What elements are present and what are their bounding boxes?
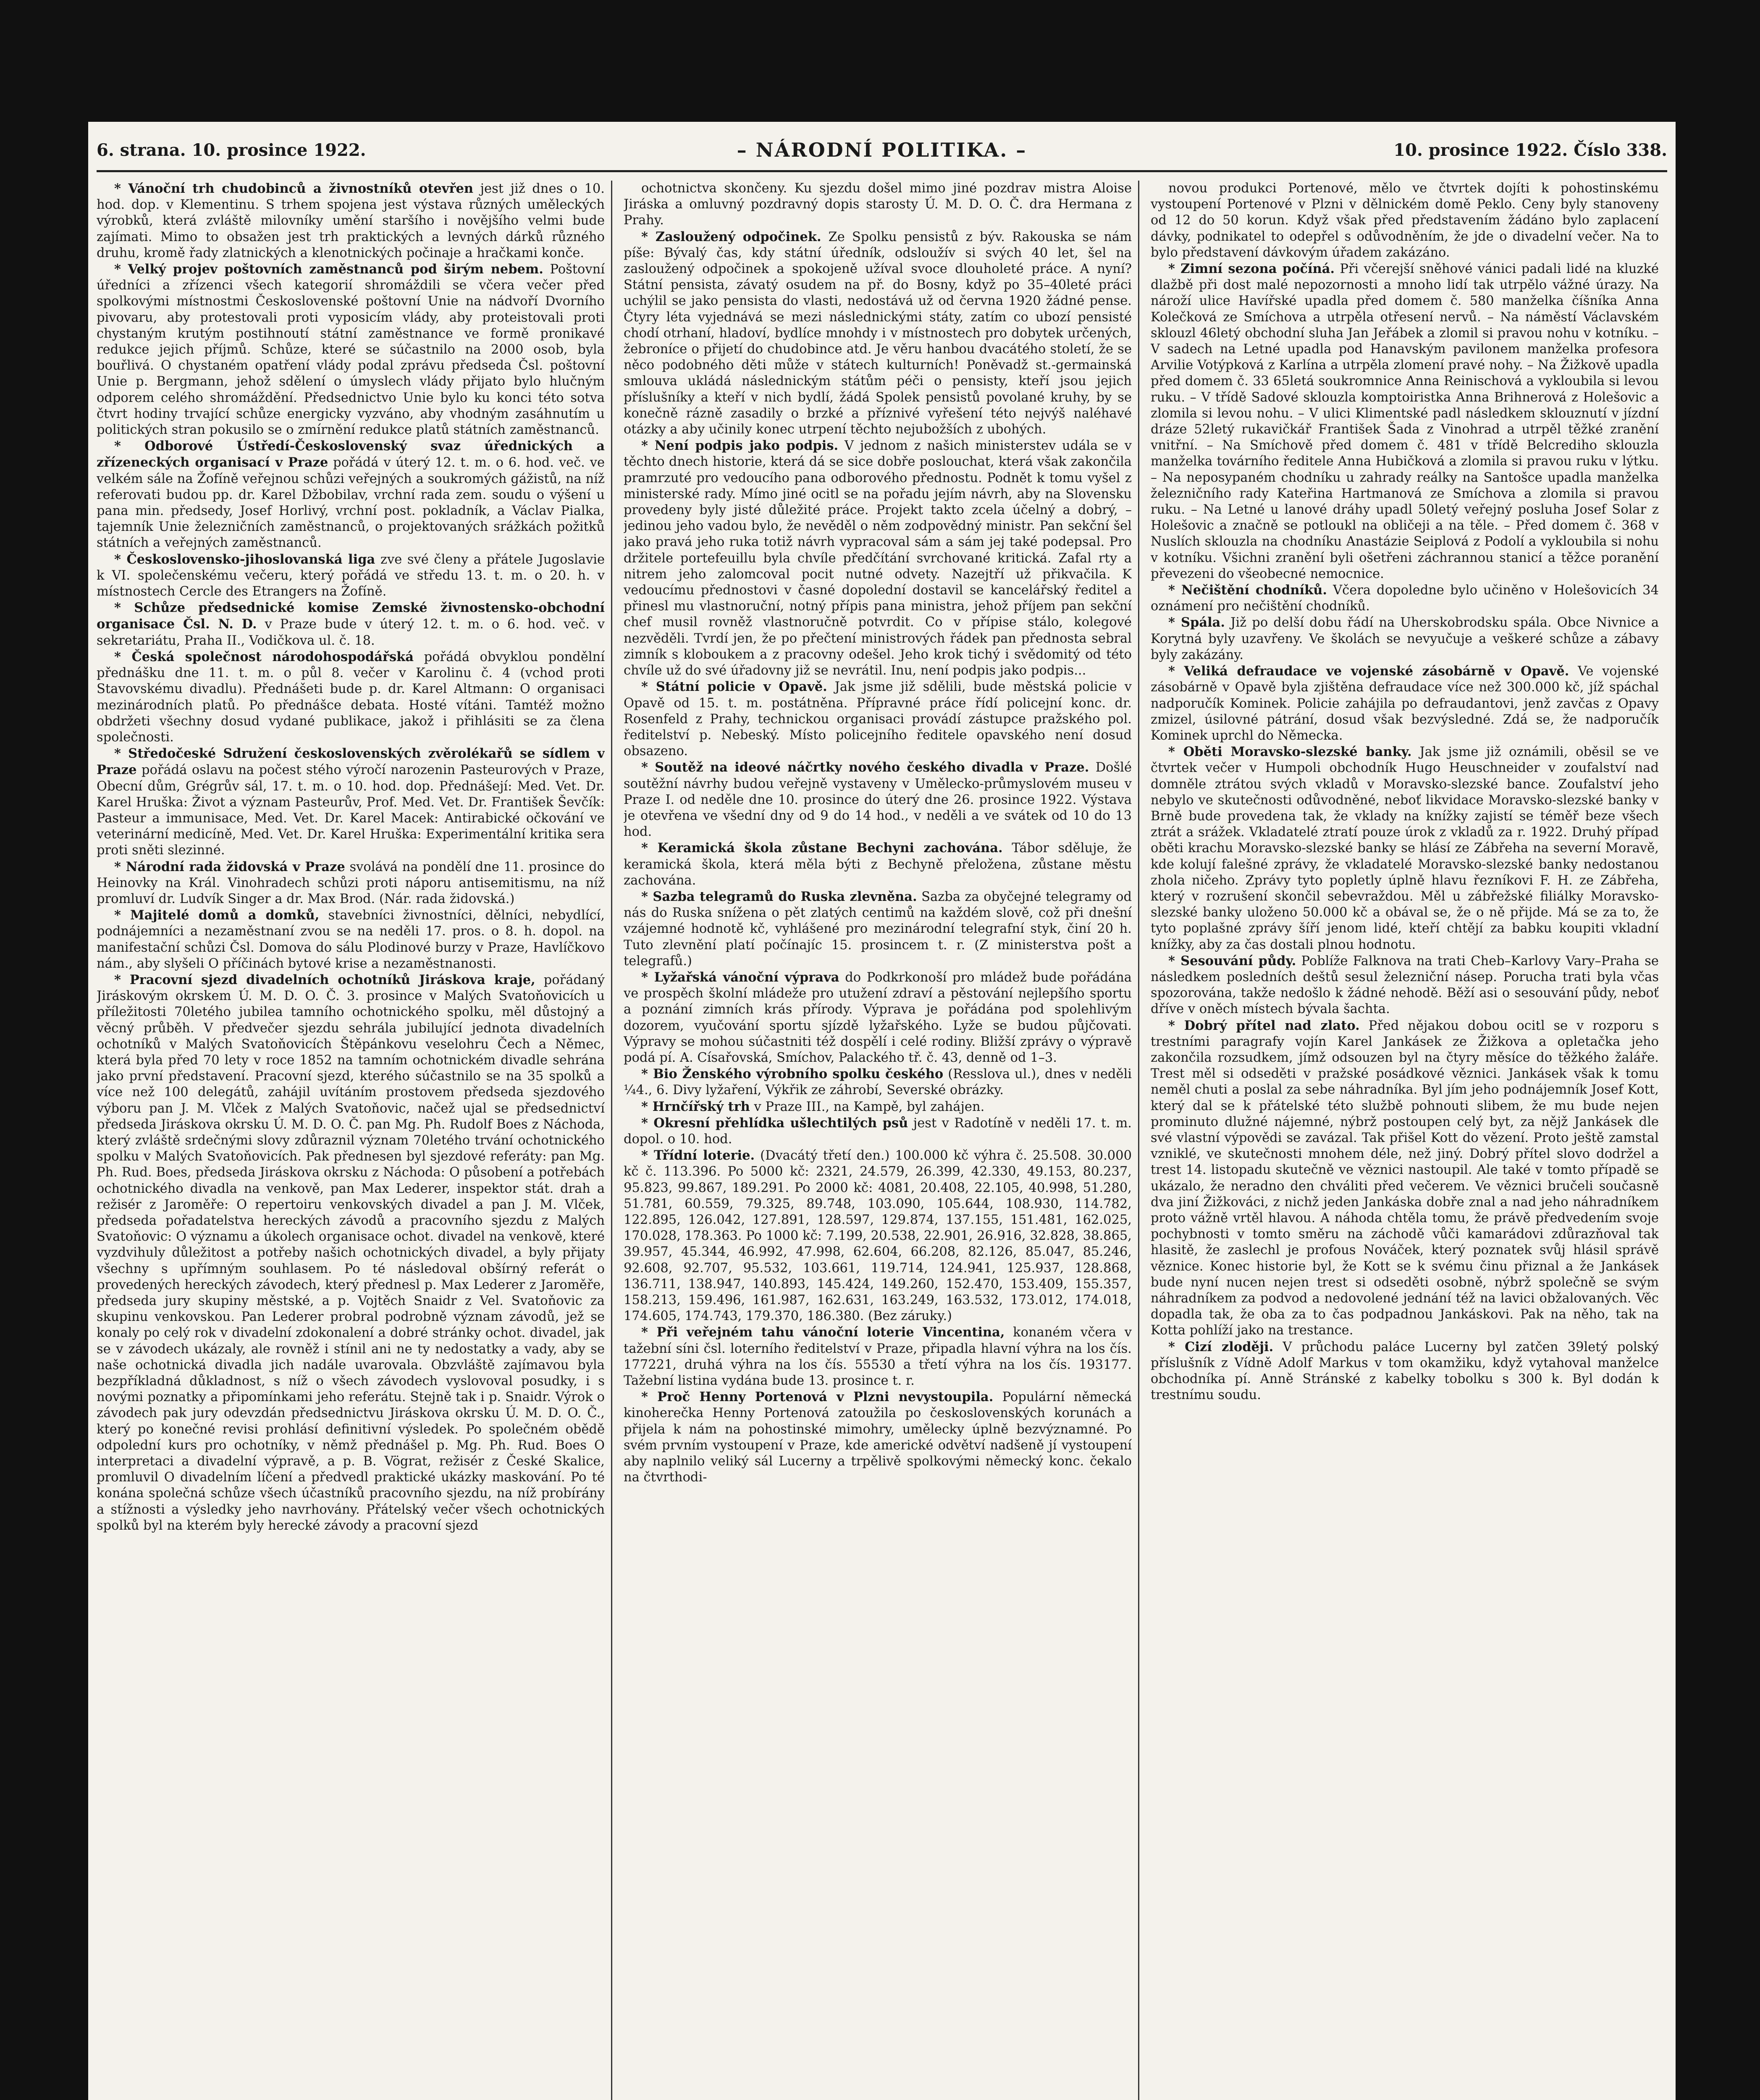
article-paragraph	[1151, 181, 1659, 261]
article-headline: * Majitelé domů a domků,	[114, 908, 320, 923]
article-headline: * Proč Henny Portenová v Plzni nevystoupila.	[641, 1389, 994, 1405]
column-3	[1151, 181, 1659, 2100]
article-headline: * Československo-jihoslovanská liga	[114, 551, 375, 567]
article-text: zve své členy a přátele Jugoslavie k VI. společenskému večeru, který pořádá ve středu 13. t. m. o 20. h. v místnostech Cercle des Etrangers na Žofíně.	[97, 552, 605, 599]
article-text: Poštovní úředníci a zřízenci všech kategorií shromáždili se včera večer před spolkovými místnostmi Československé poštovní Unie na nádvoří Dvorního pivovaru, aby protestovali proti vyposicím vlády, aby proteistovali proti chystaným krutým postihnoutí státní zaměstnance ve formě pronikavé redukce jejich příjmů. Schůze, které se súčastnilo na 2000 osob, byla bouřlivá. O chystaném opatření vlády podal zprávu předseda Čsl. poštovní Unie p. Bergmann, jehož sdělení o úmyslech vlády přijato bylo hlučným odporem celého shromáždění. Předsednictvo Unie bylo ku konci této sotva čtvrt hodiny trvající schůze energicky vyzváno, aby vhodným zasáhnutím u politických stran pokusilo se o zmírnění redukce platů státních zaměstnanců.	[97, 262, 605, 438]
article-headline: * Sazba telegramů do Ruska zlevněna.	[641, 889, 917, 904]
article-paragraph	[624, 889, 1132, 969]
article-text: V průchodu paláce Lucerny byl zatčen 39letý polský příslušník z Vídně Adolf Markus v tom okamžiku, když vytahoval manželce obchodníka pí. Anně Stránské z kabelky tobolku s 300 k. Byl dodán k trestnímu soudu.	[1151, 1339, 1659, 1403]
article-headline: * Pracovní sjezd divadelních ochotníků Jiráskova kraje,	[114, 972, 535, 987]
article-headline: * Spála.	[1168, 615, 1225, 630]
article-text: Došlé soutěžní návrhy budou veřejně vystaveny v Umělecko-průmyslovém museu v Praze I. od neděle dne 10. prosince do úterý dne 26. prosince 1922. Výstava je otevřena ve všední dny od 9 do 14 hod., v neděli a ve svátek od 10 do 13 hod.	[624, 760, 1132, 840]
article-text: (Dvacátý třetí den.) 100.000 kč výhra č. 25.508. 30.000 kč č. 113.396. Po 5000 kč: 2321, 24.579, 26.399, 42.330, 49.153, 80.237, 95.823, 99.867, 189.291. Po 2000 kč: 4081, 20.408, 22.105, 40.998, 51.280, 51.781, 60.559, 79.325, 89.748, 103.090, 105.644, 108.930, 114.782, 122.895, 126.042, 127.891, 128.597, 129.874, 137.155, 151.481, 162.025, 170.028, 178.363. Po 1000 kč: 7.199, 20.538, 22.901, 26.916, 32.828, 38.865, 39.957, 45.344, 46.992, 47.998, 62.604, 66.208, 82.126, 85.047, 85.246, 92.608, 92.707, 95.532, 103.661, 119.714, 124.941, 125.937, 128.868, 136.711, 138.947, 140.893, 145.424, 149.260, 152.470, 153.409, 155.357, 158.213, 159.496, 161.987, 162.631, 163.249, 163.532, 173.012, 174.018, 174.605, 174.743, 179.370, 186.380. (Bez záruky.)	[624, 1148, 1132, 1324]
article-text: novou produkci Portenové, mělo ve čtvrtek dojíti k pohostinskému vystoupení Portenové v Plzni v dělnickém domě Peklo. Ceny byly stanoveny od 12 do 50 korun. Když však před představením žádáno bylo zaplacení dávky, podnikatel to odepřel s odůvodněním, že jde o divadelní večer. Na to bylo představení dávkovým úřadem zakázáno.	[1151, 181, 1659, 260]
article-text: Ze Spolku pensistů z býv. Rakouska se nám píše: Bývalý čas, kdy státní úředník, odsloužív si svých 40 let, šel na zasloužený odpočinek a spokojeně užíval svoce dlouholeté práce. A nyní? Státní pensista, závatý osudem na př. do Bosny, když po 35–40leté práci uchýlil se jako pensista do vlasti, nedostává už od června 1920 žádné pense. Čtyry léta vyjednává se mezi následnickými státy, zatím co ubozí pensisté chodí otrhaní, hladoví, bydlíce mnohdy i v místnostech pro dobytek určených, žebroníce o přijetí do chudobince atd. Je věru hanbou dvacátého století, že se něco podobného děti může v státech kulturních! Poněvadž st.-germainská smlouva ukládá následnickým státům péči o pensisty, kteří jsou jejich příslušníky a kteří v nich bydlí, žádá Spolek pensistů povolané kruhy, by se konečně rázně zasadily o brzké a příznivé vyřešení této nejvýš naléhavé otázky a aby učinily konec utrpení těchto nejubožších z ubohých.	[624, 229, 1132, 437]
article-text: pořádá obvyklou pondělní přednášku dne 11. t. m. o půl 8. večer v Karolinu č. 4 (vchod proti Stavovskému divadlu). Přednášeti bude p. dr. Karel Altmann: O organisaci mezinárodních platů. Po přednášce debata. Hosté vítáni. Tamtéž možno obdržeti všechny dosud vydané publikace, jakož i přihlásiti se za člena společnosti.	[97, 649, 605, 745]
article-paragraph	[97, 746, 605, 858]
article-headline: * Vánoční trh chudobinců a živnostníků otevřen	[114, 181, 474, 196]
article-paragraph	[1151, 1339, 1659, 1404]
article-text: Populární německá kinoherečka Henny Portenová zatoužila po československých korunách a přijela k nám na pohostinské mimohry, umělecky úplně bezvýznamné. Po svém prvním vystoupení v Praze, kde americké odvětví nadšeně jí vystoupení aby naplnilo veliký sál Lucerny a trpělivě spolkovými německý konc. čekalo na čtvrthodi-	[624, 1390, 1132, 1485]
article-text: do Podkrkonoší pro mládež bude pořádána ve prospěch školní mládeže pro utužení zdraví a pěstování nejlepšího sportu a poznání zimních krás přírody. Výprava je pořádána pod spolehlivým dozorem, vyučování sportu sjízdě lyžařského. Lyže se budou půjčovati. Výpravy se mohou súčastniti též dospělí i celé rodiny. Bližší zprávy o výpravě podá pí. A. Císařovská, Smíchov, Palackého tř. č. 43, denně od 1–3.	[624, 970, 1132, 1065]
article-text: Poblíže Falknova na trati Cheb–Karlovy Vary–Praha se následkem posledních deštů sesul železniční násep. Porucha trati byla včas spozorována, takže nedošlo k žádné nehodě. Běží asi o sesouvání půdy, neboť dříve v oněch místech bývala šachta.	[1151, 953, 1659, 1017]
article-paragraph	[624, 1147, 1132, 1324]
article-text: pořádaný Jiráskovým okrskem Ú. M. D. O. Č. 3. prosince v Malých Svatoňovicích u příležitosti 70letého jubilea tamního ochotnického spolku, měl důstojný a věcný průběh. V předvečer sjezdu sehrála jubilující jednota divadelních ochotníků v Malých Svatoňovicích Štěpánkovu veselohru Čech a Němec, která byla před 70 lety v roce 1852 na tamním ochotnickém divadle sehrána jako první představení. Pracovní sjezd, kterého súčastnilo se na 35 spolků a více než 100 delegátů, zahájil uvítáním prostovem předseda sjezdového výboru pan J. M. Vlček z Malých Svatoňovic, načež ujal se předsednictví předseda Jiráskova okrsku Ú. M. D. O. Č. pan Mg. Ph. Rudolf Boes z Náchoda, který zvláště srdečnými slovy zdůraznil význam 70letého trvání ochotnického spolku v Malých Svatoňovicích. Pak přednesen byl sjezdové referáty: pan Mg. Ph. Rud. Boes, předseda Jiráskova okrsku z Náchoda: O působení a potřebách ochotnického divadla na venkově, pan Max Lederer, inspektor stát. drah a režisér z Jaroměře: O repertoiru venkovských divadel a pan J. M. Vlček, předseda pořadatelstva hereckých závodů a pracovního sjezdu z Malých Svatoňovic: O významu a úkolech organisace ochot. divadel na venkově, které vyzdvihuly důležitost a potřeby našich ochotnických divadel, a byly přijaty všechny s upřímným souhlasem. Po té následoval obšírný referát o provedených hereckých závodech, který přednesl p. Max Lederer z Jaroměře, předseda jury skupiny městské, a p. Vojtěch Snaidr z Vel. Svatoňovic za skupinu venkovskou. Pan Lederer probral podrobně význam závodů, jež se konaly po celý rok v divadelní zdokonalení a dobré stránky ochot. divadel, jak se v závodech ukázaly, ale rovněž i stínil ani ne ty nedostatky a vady, aby se naše ochotnická divadla jich nadále uvarovala. Obzvláště zajímavou byla bezpříkladná důkladnost, s níž o všech závodech vyslovoval posudky, i s novými poznatky a připomínkami jeho referátu. Stejně tak i p. Snaidr. Výrok o závodech pak jury odevzdán předsednictvu Jiráskova okrsku Ú. M. D. O. Č., který po konečné revisi prohlásí definitivní výsledek. Po společném obědě odpolední kurs pro ochotníky, v němž přednášel p. Mg. Ph. Rud. Boes O interpretaci a divadelní výpravě, a p. B. Vögrat, režisér z České Skalice, promluvil O divadelním líčení a předvedl praktické ukázky maskování. Po té konána společná schůze všech účastníků pracovního sjezdu, na níž probírány a stížnosti a výsledky jeho navrhovány. Přátelský večer všech ochotnických spolků byl na kterém byly herecké závody a pracovní sjezd	[97, 972, 605, 1533]
article-headline: * Třídní loterie.	[641, 1148, 755, 1163]
article-text: pořádá oslavu na počest stého výročí narozenin Pasteurových v Praze, Obecní dům, Grégrův sál, 17. t. m. o 10. hod. dop. Přednášejí: Med. Vet. Dr. Karel Hruška: Život a význam Pasteurův, Prof. Med. Vet. Dr. František Ševčík: Pasteur a immunisace, Med. Vet. Dr. Karel Macek: Antirabické očkování ve veterinární medicíně, Med. Vet. Dr. Karel Hruška: Experimentální kritika sera proti sněti slezinné.	[97, 763, 605, 858]
article-text: Tábor sděluje, že keramická škola, která měla býti z Bechyně přeložena, zůstane městu zachována.	[624, 841, 1132, 888]
article-headline: * Dobrý přítel nad zlato.	[1168, 1018, 1360, 1033]
article-paragraph	[624, 1099, 1132, 1115]
article-paragraph	[624, 759, 1132, 840]
column-divider	[611, 181, 612, 2100]
article-text: (Resslova ul.), dnes v neděli ¼4., 6. Divy lyžaření, Výkřik ze záhrobí, Severské obrázky.	[624, 1067, 1132, 1098]
article-headline: * Zasloužený odpočinek.	[641, 229, 821, 244]
article-text: Sazba za obyčejné telegramy od nás do Ruska snížena o pět zlatých centimů na každém slově, což při dnešní vzájemné hodnotě kč, vyhlášené pro mezinárodní telegrafní styk, činí 20 h. Tuto zlevnění platí počínajíc 15. prosincem t. r. (Z ministerstva pošt a telegrafů.)	[624, 889, 1132, 969]
article-headline: * Česká společnost národohospodářská	[114, 649, 414, 664]
article-headline: * Keramická škola zůstane Bechyni zachována.	[641, 840, 1003, 856]
article-headline: * Není podpis jako podpis.	[641, 438, 839, 454]
article-headline: * Lyžařská vánoční výprava	[641, 969, 839, 985]
article-paragraph	[97, 907, 605, 972]
column-2	[624, 181, 1132, 2100]
article-text: v Praze bude v úterý 12. t. m. o 6. hod. več. v sekretariátu, Praha II., Vodičkova ul. č. 18.	[97, 617, 605, 648]
article-text: Již po delší dobu řádí na Uherskobrodsku spála. Obce Nivnice a Korytná byly uzavřeny. Ve školách se nevyučuje a veškeré schůze a zábavy byly zakázány.	[1151, 615, 1659, 662]
article-paragraph	[97, 438, 605, 551]
article-headline: * Velký projev poštovních zaměstnanců pod širým nebem.	[114, 262, 543, 277]
article-paragraph	[97, 261, 605, 438]
article-paragraph	[97, 181, 605, 261]
article-headline: * Oběti Moravsko-slezské banky.	[1168, 744, 1412, 760]
article-headline: * Středočeské Sdružení československých zvěrolékařů se sídlem v Praze	[97, 746, 605, 778]
article-text: ochotnictva skončeny. Ku sjezdu došel mimo jiné pozdrav mistra Aloise Jiráska a omluvný pozdravný dopis starosty Ú. M. D. O. Č. dra Hermana z Prahy.	[624, 181, 1132, 228]
article-text: pořádá v úterý 12. t. m. o 6. hod. več. ve velkém sále na Žofíně veřejnou schůzi veřejných a soukromých gážistů, na níž referovati budou pp. dr. Karel Džbobilav, vrchní rada zem. soudu o výšení u pana min. předsedy, Josef Horlivý, vrchní post. pokladník, a Václav Pialka, tajemník Unie železničních zaměstnanců, o projektovaných srážkách požitků státních a veřejných zaměstnanců.	[97, 455, 605, 551]
article-text: Před nějakou dobou ocitl se v rozporu s trestními paragrafy vojín Karel Jankásek ze Žižkova a opletačka jeho zakončila rozsudkem, jímž odsouzen byl na čtyry měsíce do těžkého žaláře. Trest měl si odseděti v pražské posádkové věznici. Jankásek však k tomu neměl chuti a poslal za sebe náhradníka. Byl jím jeho podnájemník Josef Kott, který dal se k přátelské této službě pohnouti slibem, že mu bude nejen prominuto dlužné nájemné, nýbrž postoupen celý byt, za nějž Jankásek dle své vlastní výpovědi se zavázal. Tak přišel Kott do vězení. Proto ještě zamstal vzniklé, ve skutečnosti mnohem déle, než jiný. Dobrý přítel slovo dodržel a trest 14. listopadu skutečně ve věznici nastoupil. Ale také v tomto případě se ukázalo, že neradno den chváliti před večerem. Ve věznici bručeli současně dva jiní Žižkováci, z nichž jeden Jankáska dobře znal a nad jeho náhradníkem proto vážně vrtěl hlavou. A náhoda chtěla tomu, že právě předvedením svoje pochybnosti v tomto směru na záchodě vůči kamarádovi zdůrazňoval tak hlasitě, že zaslechl je profous Nováček, který poznatek svůj hlásil správě věznice. Konec historie byl, že Kott se k svému činu přiznal a že Jankásek bude nyní nucen nejen trest si odseděti osobně, nýbrž společně se svým náhradníkem za podvod a nedovolené jednání též na lavici obžalovaných. Věc dopadla tak, že oba za to čas podpadnou Jankáskovi. Pak na něho, tak na Kotta pohlíží jako na trestance.	[1151, 1018, 1659, 1338]
article-paragraph	[624, 438, 1132, 679]
article-paragraph	[624, 969, 1132, 1066]
article-paragraph	[1151, 582, 1659, 614]
article-text: v Praze III., na Kampě, byl zahájen.	[750, 1099, 985, 1114]
column-1	[97, 181, 605, 2100]
article-text: konaném včera v tažební síni čsl. loterního ředitelství v Praze, připadla hlavní výhra na los čís. 177221, druhá výhra na los čís. 55530 a třetí výhra na los čís. 193177. Tažební listina vydána bude 13. prosince t. r.	[624, 1325, 1132, 1389]
article-paragraph	[97, 551, 605, 600]
article-headline: * Veliká defraudace ve vojenské zásobárně v Opavě.	[1168, 664, 1569, 679]
article-paragraph	[97, 972, 605, 1534]
article-headline: * Sesouvání půdy.	[1168, 953, 1296, 969]
newspaper-title: – NÁRODNÍ POLITIKA. –	[737, 139, 1027, 161]
column-divider	[1138, 181, 1139, 2100]
newspaper-page	[88, 122, 1676, 2100]
article-paragraph	[624, 840, 1132, 889]
article-text: jest v Radotíně v neděli 17. t. m. dopol. o 10. hod.	[624, 1116, 1132, 1147]
article-text: stavebníci živnostníci, dělníci, nebydlící, podnájemníci a nezaměstnaní zvou se na neděli 17. pros. o 8. h. dopol. na manifestační schůzi Čsl. Domova do sálu Plodinové burzy v Praze, Havlíčkovo nám., aby slyšeli O příčinách bytové krise a nezaměstnanosti.	[97, 908, 605, 971]
article-headline: * Schůze předsednické komise Zemské živnostensko-obchodní organisace Čsl. N. D.	[97, 600, 605, 632]
article-text: Ve vojenské zásobárně v Opavě byla zjištěna defraudace více než 300.000 kč, jíž spáchal nadporučík Kominek. Policie zahájila po defraudantovi, jenž zavčas z Opavy zmizel, úsilovné pátrání, dosud však bezvýsledné. Zdá se, že nadporučík Kominek uprchl do Německa.	[1151, 664, 1659, 743]
article-headline: * Zimní sezona počíná.	[1168, 261, 1335, 277]
article-paragraph	[1151, 614, 1659, 663]
article-text: Při včerejší sněhové vánici padali lidé na kluzké dlažbě při dost malé nepozornosti a mnoho lidí tak utrpělo vážné úrazy. Na nároží ulice Havířské upadla před domem č. 580 manželka číšníka Anna Kolečková ze Smíchova a utrpěla otřesení nervů. – Na náměstí Václavském sklouzl 46letý obchodní sluha Jan Jeřábek a zlomil si pravou nohu v kotníku. – V sadech na Letné upadla pod Hanavským pavilonem manželka profesora Arvilie Votýpková z Karlína a utrpěla zlomení pravé nohy. – Na Žižkově upadla před domem č. 33 65letá soukromnice Anna Reinischová a vykloubila si levou ruku. – V třídě Sadové sklouzla komptoiristka Anna Brihnerová z Holešovic a zlomila si levou nohu. – V ulici Klimentské padl následkem sklouznutí v jízdní dráze 52letý rukavičkář František Šada z Vinohrad a utrpěl těžké zranění vnitřní. – Na Smíchově před domem č. 481 v třídě Belcrediho sklouzla manželka továrního ředitele Anna Hubičková a zlomila si pravou ruku v lýtku. – Na neposypaném chodníku u zahrady reálky na Santošce upadla manželka železničního rady Kateřina Hartmanová ze Smíchova a zlomila si pravou ruku. – Na Letné u lanové dráhy upadl 50letý veřejný posluha Josef Solar z Holešovic a značně se potloukl na obličeji a na těle. – Před domem č. 368 v Nuslích sklouzla na chodníku Anastázie Seiplová z Podolí a vykloubila si nohu v kotníku. Všichni zranění byli ošetřeni záchrannou stanicí a těžce poranění převezeni do všeobecné nemocnice.	[1151, 262, 1659, 581]
article-paragraph	[1151, 261, 1659, 582]
article-headline: * Okresní přehlídka ušlechtilých psů	[641, 1115, 908, 1131]
article-headline: * Nečištění chodníků.	[1168, 583, 1327, 598]
article-paragraph	[97, 859, 605, 908]
article-headline: * Bio Ženského výrobního spolku českého	[641, 1066, 944, 1082]
article-paragraph	[624, 1115, 1132, 1147]
article-headline: * Hrnčířský trh	[641, 1099, 750, 1114]
article-paragraph	[1151, 663, 1659, 744]
article-paragraph	[97, 649, 605, 746]
page-date-left: 6. strana. 10. prosince 1922.	[97, 140, 366, 160]
article-paragraph	[624, 1324, 1132, 1389]
article-text: Jak jsme již sdělili, bude městská policie v Opavě od 15. t. m. postátněna. Přípravné práce řídí policejní konc. dr. Rosenfeld z Prahy, technickou organisaci provádí zástupce pražského pol. ředitelství p. Nebeský. Místo policejního ředitele opavského není dosud obsazeno.	[624, 680, 1132, 759]
masthead	[97, 130, 1667, 172]
article-paragraph	[624, 181, 1132, 229]
article-paragraph	[624, 229, 1132, 438]
article-paragraph	[1151, 953, 1659, 1018]
issue-number: 10. prosince 1922. Číslo 338.	[1393, 140, 1667, 160]
article-headline: * Národní rada židovská v Praze	[114, 859, 345, 874]
article-text: svolává na pondělí dne 11. prosince do Heinovky na Král. Vinohradech schůzi proti náporu antisemitismu, na níž promluví dr. Ludvík Singer a dr. Max Brod. (Nár. rada židovská.)	[97, 859, 605, 906]
article-text: Včera dopoledne bylo učiněno v Holešovicích 34 oznámení pro nečištění chodníků.	[1151, 583, 1659, 614]
article-paragraph	[1151, 744, 1659, 953]
article-text: jest již dnes o 10. hod. dop. v Klementinu. S trhem spojena jest výstava různých uměleckých výrobků, která zvláště milovníky umění staršího i novějšího velmi bude zajímati. Mimo to obsažen jest trh praktických a levných dárků různého druhu, kromě řady zlatnických a klenotnických počinaje a hračkami konče.	[97, 181, 605, 260]
article-text: V jednom z našich ministerstev udála se v těchto dnech historie, která dá se sice dobře poslouchat, která však zakončila pramrzuté pro vedoucího pana odborového přednostu. Podnět k tomu vyšel z ministerské rady. Mímo jiné ocitl se na pořadu jejím návrh, aby na Slovensku provedeny byly jisté důležité práce. Projekt takto zcela účelný a dobrý, – jedinou jeho vadou bylo, že nevěděl o něm zodpovědný ministr. Pan sekční šel jako pravá jeho ruka totiž návrh vypracoval sám a sám jej také podepsal. Pro držitele portefeuillu byla chvíle předčítání svrchované kritická. Zafal rty a nitrem jeho zalomcoval pocit nutné odvety. Nazejtří už přikvačila. K vedoucímu přednostovi v časné dopolední dostavil se kancelářský ředitel a přinesl mu vlastnoruční, notný přípis pana ministra, jehož příjem pan sekční chef musil rovněž vlastnoručně potvrdit. Co v přípise stálo, kolegové nezvěděli. Tvrdí jen, že po přečtení ministrových řádek pan přednosta sebral zimník s kloboukem a z pracovny odešel. Jeho krok tichý i svědomitý od této chvíle už do své úřadovny již se nevrátil. Inu, není podpis jako podpis...	[624, 438, 1132, 678]
article-paragraph	[624, 679, 1132, 759]
article-paragraph	[1151, 1018, 1659, 1339]
article-headline: * Odborové Ústředí-Československý svaz úřednických a zřízeneckých organisací v Praze	[97, 438, 605, 470]
article-paragraph	[624, 1389, 1132, 1486]
article-headline: * Při veřejném tahu vánoční loterie Vincentina,	[641, 1325, 1005, 1340]
article-headline: * Soutěž na ideové náčrtky nového českého divadla v Praze.	[641, 760, 1089, 775]
article-text: Jak jsme již oznámili, oběsil se ve čtvrtek večer v Humpoli obchodník Hugo Heuschneider v zoufalství nad domněle ztrátou svých vkladů v Moravsko-slezské bance. Zoufalství jeho nebylo ve skutečnosti odůvodněné, neboť likvidace Moravsko-slezské banky v Brně bude provedena tak, že vklady na knížky zajistí se téměř beze všech ztrát a srážek. Vkladatelé ztratí pouze úrok z vkladů za r. 1922. Druhý případ oběti krachu Moravsko-slezské banky se hlásí ze Zábřeha na severní Moravě, kde kolují falešné zprávy, že vkladatelé Moravsko-slezské banky nedostanou zhola ničeho. Zprávy tyto popletly úplně hlavu řezníkovi F. H. ze Zábřeha, který v rozrušení skončil sebevraždou. Měl u zábřežské filiálky Moravsko-slezské banky uloženo 50.000 kč a obával se, že o ně přijde. Má se za to, že tyto poplašné zprávy šíří jenom lidé, kteří chtějí za babku koupiti vkladní knížky, aby za čas dostali plnou hodnotu.	[1151, 745, 1659, 952]
article-paragraph	[624, 1066, 1132, 1098]
article-paragraph	[97, 600, 605, 649]
article-headline: * Státní policie v Opavě.	[641, 679, 827, 695]
article-headline: * Cizí zloději.	[1168, 1339, 1274, 1354]
